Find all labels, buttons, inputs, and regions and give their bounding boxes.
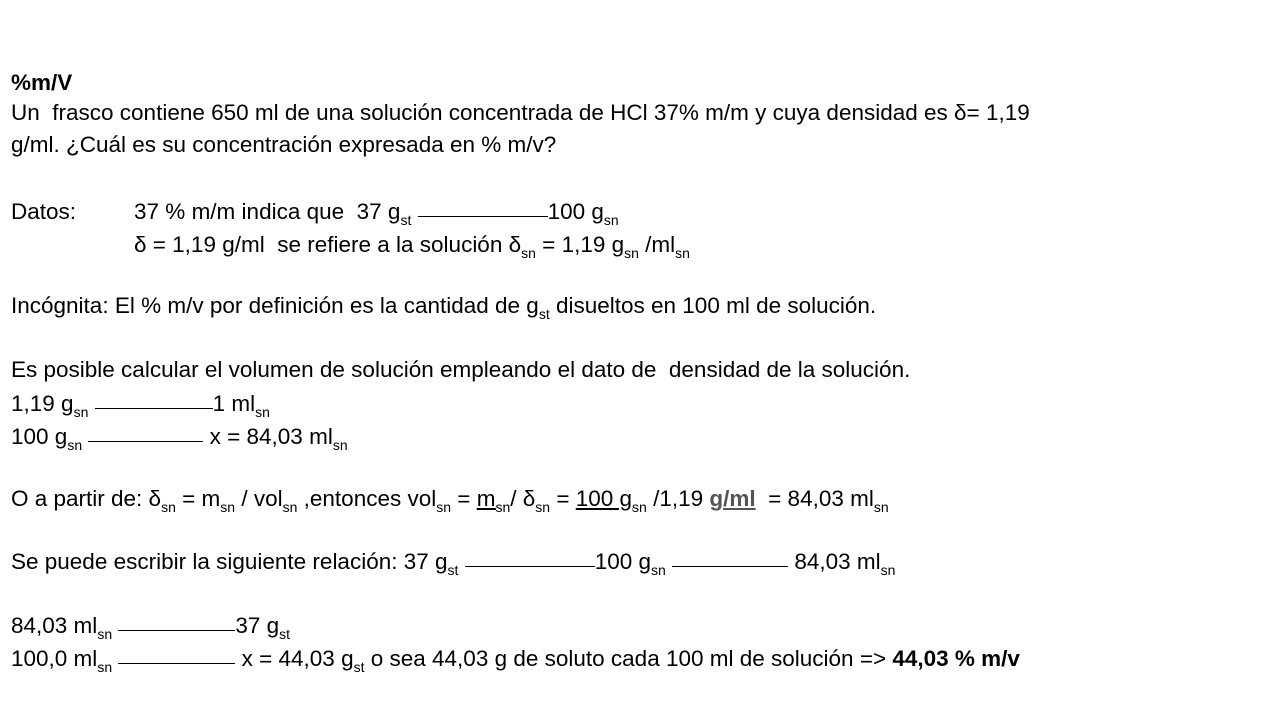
subscript: st bbox=[447, 562, 459, 578]
crossed-out-term bbox=[575, 486, 647, 515]
relation-line bbox=[88, 440, 203, 442]
final-row-1 bbox=[11, 612, 290, 640]
calc-intro: Es posible calcular el volumen de solución empleando el dato de densidad de la solución. bbox=[11, 357, 911, 382]
subscript: sn bbox=[873, 499, 889, 515]
subscript: sn bbox=[880, 562, 896, 578]
subscript: st bbox=[353, 659, 365, 675]
subscript: sn bbox=[282, 499, 298, 515]
relation-line bbox=[118, 662, 235, 664]
relation-line bbox=[95, 407, 213, 409]
final-row-2 bbox=[11, 645, 1020, 673]
calc-text: 1,19 g bbox=[11, 391, 74, 416]
formula-text: m bbox=[476, 486, 496, 511]
subscript: sn bbox=[97, 626, 113, 642]
calc-row-2 bbox=[11, 423, 348, 451]
subscript: sn bbox=[73, 404, 89, 420]
formula-text: = m bbox=[175, 486, 221, 511]
datos-line-2 bbox=[134, 231, 690, 259]
calc-text: 100 g bbox=[11, 424, 68, 449]
relation-text: Se puede escribir la siguiente relación: 37 g bbox=[11, 549, 448, 574]
final-answer: 44,03 % m/v bbox=[892, 646, 1020, 671]
subscript: sn bbox=[436, 499, 452, 515]
problem-line-2: g/ml. ¿Cuál es su concentración expresada en % m/v? bbox=[11, 132, 557, 157]
subscript: sn bbox=[624, 245, 639, 261]
datos-line-1 bbox=[11, 198, 619, 226]
calc-text: 1 ml bbox=[212, 391, 256, 416]
formula-text: O a partir de: δ bbox=[11, 486, 162, 511]
formula-text: = 84,03 ml bbox=[755, 486, 874, 511]
relation-text: 84,03 ml bbox=[788, 549, 881, 574]
incognita-line bbox=[11, 292, 876, 320]
subscript: sn bbox=[632, 499, 647, 515]
datos-label: Datos: bbox=[11, 199, 77, 224]
datos-text: 100 g bbox=[547, 199, 604, 224]
final-text: x = 44,03 g bbox=[235, 646, 354, 671]
relation-text: 100 g bbox=[594, 549, 651, 574]
formula-line bbox=[11, 485, 889, 513]
page-title: %m/V bbox=[11, 70, 73, 95]
subscript: sn bbox=[521, 245, 536, 261]
problem-line-1: Un frasco contiene 650 ml de una solución concentrada de HCl 37% m/m y cuya densidad es δ= 1,19 bbox=[11, 100, 1030, 125]
incognita-text: Incógnita: El % m/v por definición es la cantidad de g bbox=[11, 293, 539, 318]
datos-text: /ml bbox=[638, 232, 676, 257]
formula-text: / δ bbox=[510, 486, 536, 511]
relation-line bbox=[418, 215, 548, 217]
subscript: sn bbox=[675, 245, 690, 261]
formula-text: 100 g bbox=[575, 486, 633, 511]
relation-line bbox=[672, 565, 788, 567]
cancelled-unit: g/ml bbox=[709, 486, 756, 511]
subscript: sn bbox=[161, 499, 176, 515]
calc-row-1 bbox=[11, 390, 270, 418]
relation-line-text bbox=[11, 548, 895, 576]
calc-text: x = 84,03 ml bbox=[203, 424, 333, 449]
subscript: sn bbox=[535, 499, 551, 515]
relation-line bbox=[118, 629, 235, 631]
datos-text: δ = 1,19 g/ml se refiere a la solución δ bbox=[134, 232, 522, 257]
subscript: sn bbox=[220, 499, 236, 515]
final-text: o sea 44,03 g de soluto cada 100 ml de solución => bbox=[364, 646, 893, 671]
subscript: st bbox=[538, 306, 550, 322]
relation-line bbox=[465, 565, 595, 567]
subscript: sn bbox=[97, 659, 113, 675]
datos-text: = 1,19 g bbox=[535, 232, 625, 257]
formula-text: /1,19 bbox=[646, 486, 710, 511]
final-text: 84,03 ml bbox=[11, 613, 98, 638]
formula-text: ,entonces vol bbox=[297, 486, 437, 511]
subscript: st bbox=[279, 626, 291, 642]
final-text: 37 g bbox=[235, 613, 280, 638]
subscript: sn bbox=[495, 499, 511, 515]
formula-text: = bbox=[550, 486, 576, 511]
subscript: sn bbox=[651, 562, 666, 578]
subscript: st bbox=[400, 212, 412, 228]
formula-text: / vol bbox=[235, 486, 283, 511]
numerator bbox=[476, 486, 511, 515]
subscript: sn bbox=[255, 404, 270, 420]
subscript: sn bbox=[332, 437, 348, 453]
final-text: 100,0 ml bbox=[11, 646, 98, 671]
datos-text: 37 % m/m indica que 37 g bbox=[134, 199, 401, 224]
subscript: sn bbox=[603, 212, 619, 228]
incognita-text: disueltos en 100 ml de solución. bbox=[549, 293, 877, 318]
formula-text: = bbox=[451, 486, 477, 511]
subscript: sn bbox=[67, 437, 83, 453]
